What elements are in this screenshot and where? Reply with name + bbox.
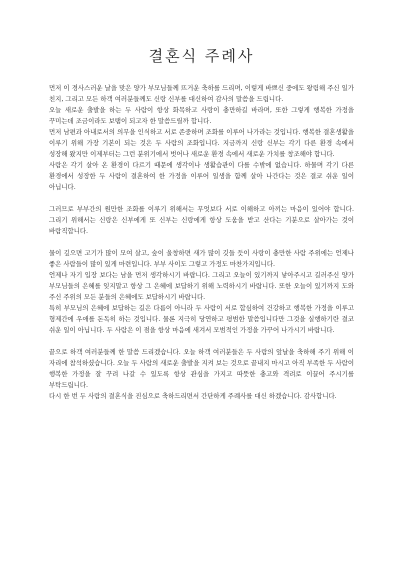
- document-title: 결혼식 주례사: [148, 47, 255, 65]
- paragraph: 다시 한 번 두 사람의 결혼식을 진심으로 축하드리면서 간단하게 주례사를 대신 하겠습니다. 감사합니다.: [49, 392, 337, 400]
- paragraph: 특히 부모님의 은혜에 보답하는 길은 다름이 아니라 두 사람이 서로 합심하여 건강하고 행복한 가정을 이루고 형제간에 우애를 돈독히 하는 것입니다. 물론 지극히 당연하고 평범한 말씀입니다만 그것을 실행하기란 결코 쉬운 일이 아닙니다. 두 사람은 이 점을 항상 마음에 새겨서 모범적인 가정을 가꾸어 나가시기 바랍니다.: [49, 304, 354, 334]
- section-gap: [49, 336, 354, 347]
- paragraph: 끝으로 하객 여러분들께 한 말씀 드리겠습니다. 오늘 하객 여러분들은 두 사람의 앞날을 축하해 주기 위해 이 자리에 참석하셨습니다. 오늘 두 사람의 새로운 출발을 지켜 보는 것으로 끝내지 마시고 아직 부족한 두 사람이 행복한 가정을 잘 꾸려 나갈 수 있도록 항상 관심을 가지고 따뜻한 충고와 격려로 이끌어 주시기를 부탁드립니다.: [49, 348, 354, 389]
- paragraph: 그러므로 부부간의 원만한 조화를 이루기 위해서는 무엇보다 서로 이해하고 아끼는 마음이 있어야 합니다. 그리기 위해서는 신랑은 신부에게 또 신부는 신랑에게 항상 도움을 받고 산다는 기분으로 살아가는 것이 바람직합니다.: [49, 205, 354, 235]
- paragraph: 언제나 자기 입장 보다는 남을 먼저 생각하시기 바랍니다. 그리고 오늘이 있기까지 낳아주시고 길러주신 양가 부모님들의 은혜를 잊지말고 항상 그 은혜에 보답하기 위해 노력하시기 바랍니다. 또한 오늘이 있기까지 도와 주신 주위의 모든 분들의 은혜에도 보답하시기 바랍니다.: [49, 271, 354, 301]
- section-gap: [49, 193, 354, 204]
- paragraph: 먼저 이 경사스러운 날을 맞은 양가 부모님들께 뜨거운 축하를 드리며, 이렇게 바쁘신 중에도 왕림해 주신 일가 친지, 그리고 모든 하객 여러분들께도 신랑 신부를 대신하여 감사의 말씀을 드립니다.: [49, 84, 354, 103]
- paragraph: 먼저 남편과 아내로서의 의무을 인식하고 서로 존중하며 조화를 이루어 나가라는 것입니다. 행복한 결혼생활을 이루기 위해 가장 기본이 되는 것은 두 사람의 조화입니다. 지금까지 신랑 신부는 각기 다른 환경 속에서 성장해 왔지만 이제부터는 그런 분위기에서 벗어나 새로운 환경 속에서 새로운 가치를 창조해야 합니다.: [49, 128, 354, 158]
- section-gap: [49, 237, 354, 248]
- paragraph: 사람은 각기 살아 온 환경이 다르기 때문에 생각이나 생활습관이 다를 수밖에 없습니다. 하물며 각기 다른 환경에서 성장한 두 사람이 결혼하여 한 가정을 이루어 일생을 함께 살아 나간다는 것은 결코 쉬운 일이 아닙니다.: [49, 161, 354, 191]
- paragraph: 물이 깊으면 고기가 많이 모여 살고, 숲이 울창하면 새가 많이 깃들 듯이 사랑이 충만한 사람 주위에는 언제나 좋은 사람들이 많이 있게 마련입니다. 부부 사이도 그렇고 가정도 마찬가지입니다.: [49, 249, 354, 268]
- paragraph: 오늘 새로운 출발을 하는 두 사람이 항상 화목하고 사랑이 충만하길 바라며, 또한 그렇게 행복한 가정을 꾸미는데 조금이라도 보탬이 되고자 한 말씀드릴까 합니다.: [49, 106, 354, 125]
- document-body: [49, 83, 354, 402]
